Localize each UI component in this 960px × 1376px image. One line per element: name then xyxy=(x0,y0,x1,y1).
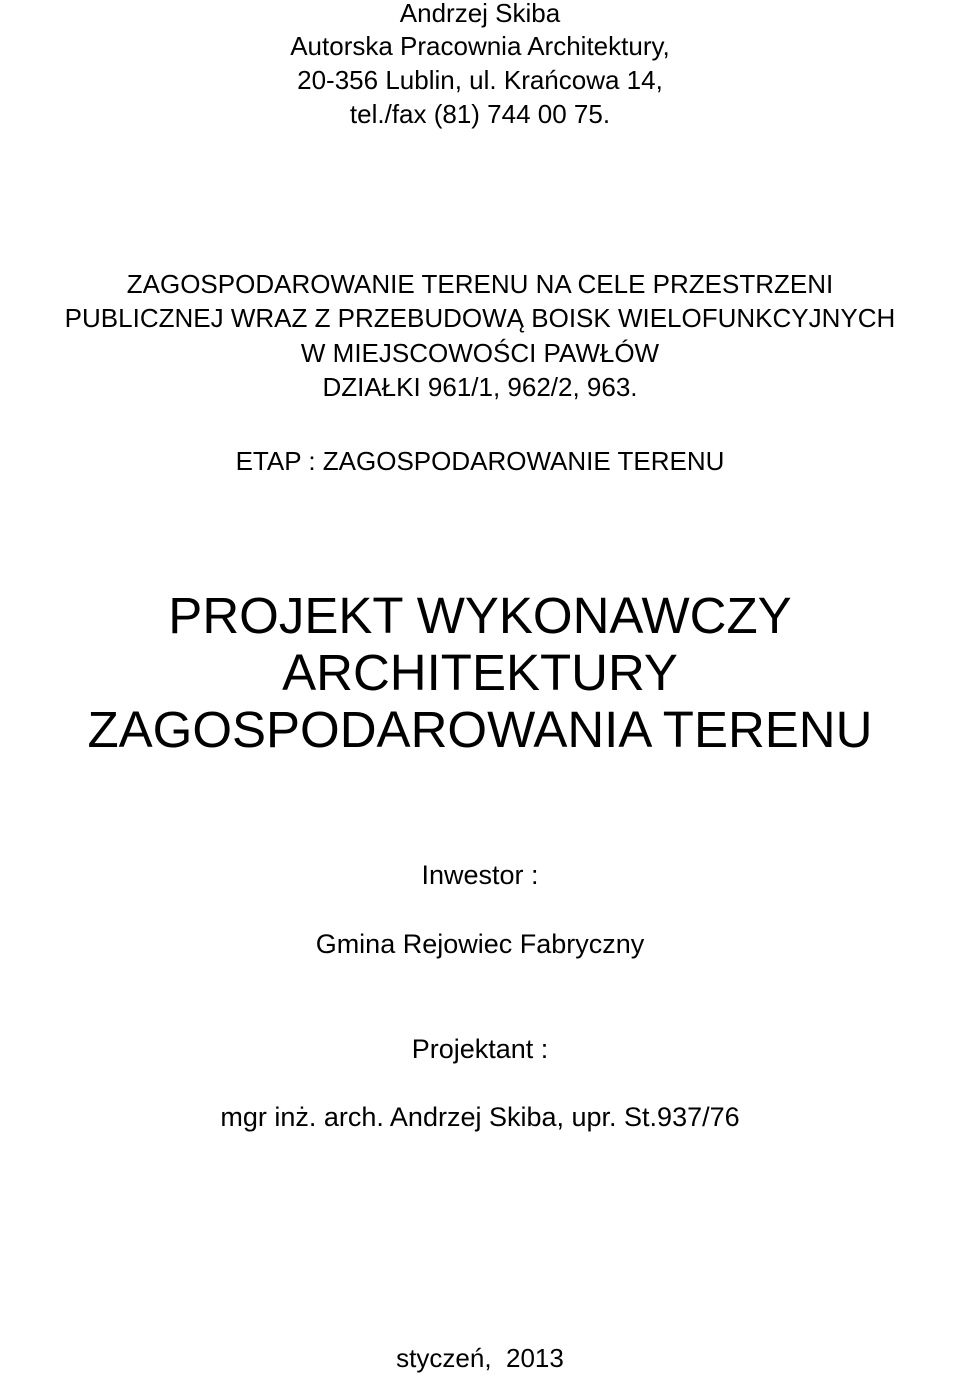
designer-name: mgr inż. arch. Andrzej Skiba, upr. St.937/76 xyxy=(220,1102,740,1132)
investor-label: Inwestor : xyxy=(421,860,539,890)
project-title-line-2: ARCHITEKTURY xyxy=(282,644,678,701)
stage-heading: ETAP : ZAGOSPODAROWANIE TERENU xyxy=(235,446,725,476)
document-date-text: styczeń, 2013 xyxy=(396,1343,564,1373)
investor-name: Gmina Rejowiec Fabryczny xyxy=(315,929,645,959)
author-name: Andrzej Skiba xyxy=(399,0,561,28)
author-phone: tel./fax (81) 744 00 75. xyxy=(349,99,611,129)
subject-line-1: ZAGOSPODAROWANIE TERENU NA CELE PRZESTRZENI xyxy=(126,269,834,299)
project-title-line-3: ZAGOSPODAROWANIA TERENU xyxy=(87,701,873,758)
document-date xyxy=(0,1345,960,1371)
subject-line-2: PUBLICZNEJ WRAZ Z PRZEBUDOWĄ BOISK WIELOFUNKCYJNYCH xyxy=(64,303,896,333)
subject-line-3: W MIEJSCOWOŚCI PAWŁÓW xyxy=(300,338,660,368)
project-title-line-1: PROJEKT WYKONAWCZY xyxy=(168,587,792,644)
author-address: 20-356 Lublin, ul. Krańcowa 14, xyxy=(297,65,663,95)
designer-label: Projektant : xyxy=(411,1034,549,1064)
author-studio: Autorska Pracownia Architektury, xyxy=(290,31,670,61)
subject-line-4: DZIAŁKI 961/1, 962/2, 963. xyxy=(322,372,638,402)
